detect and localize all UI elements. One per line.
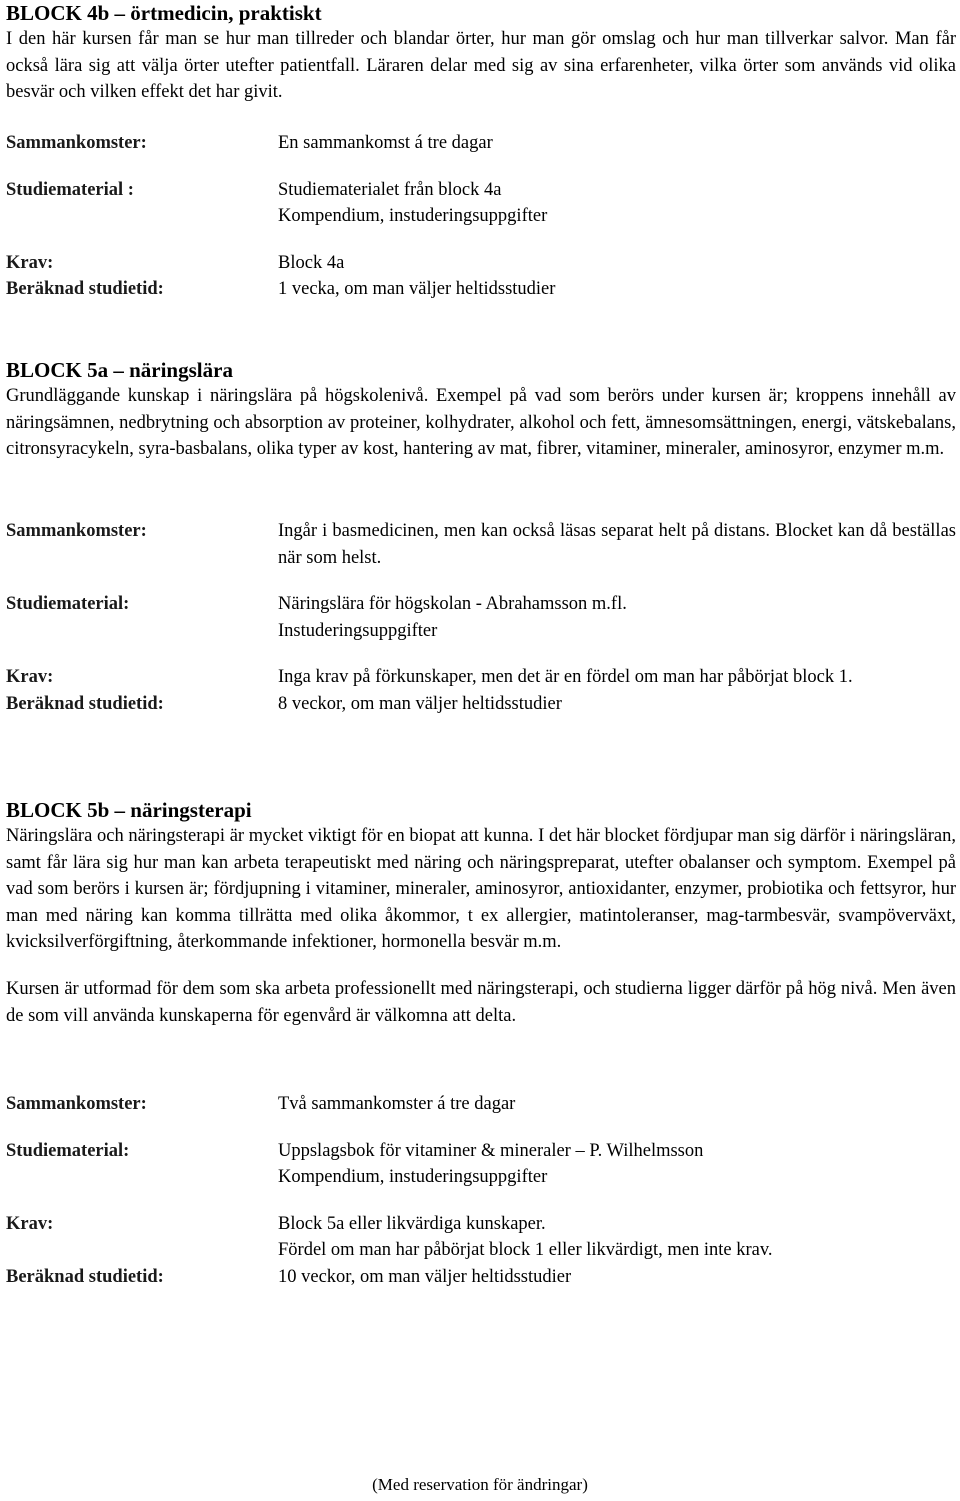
studiematerial-label: Studiematerial: bbox=[6, 594, 130, 615]
studietid-label: Beräknad studietid: bbox=[6, 1266, 164, 1287]
block-5a-heading: BLOCK 5a – näringslära bbox=[6, 358, 233, 382]
sammankomster-value: En sammankomst á tre dagar bbox=[278, 133, 493, 153]
block-4b-info bbox=[6, 130, 956, 303]
block-5b-row-krav bbox=[6, 1211, 956, 1264]
block-5a-description bbox=[6, 383, 956, 463]
block-4b-description-text: I den här kursen får man se hur man tillreder och blandar örter, hur man gör omslag och hur man tillverkar salvor. Man får också lära sig att välja örter utefter patientfall. Läraren delar med sig av sina erfarenheter, vilka örter som används vid olika besvär och vilken effekt det har givit. bbox=[6, 29, 956, 103]
block-5a-description-text: Grundläggande kunskap i näringslära på högskolenivå. Exempel på vad som berörs under kursen är; kroppens innehåll av näringsämnen, nedbrytning och absorption av proteiner, kolhydrater, alkohol och fett, ämnesomsättningen, energi, vätskebalans, citronsyracykeln, syra-basbalans, olika typer av kost, hantering av mat, fibrer, vitaminer, mineraler, aminosyror, enzymer m.m. bbox=[6, 386, 956, 460]
block-4b-row-krav bbox=[6, 250, 956, 277]
block-5a-row-studietid bbox=[6, 691, 956, 718]
block-5a-section bbox=[6, 357, 956, 463]
studiematerial-value-2: Kompendium, instuderingsuppgifter bbox=[278, 206, 548, 227]
sammankomster-label: Sammankomster: bbox=[6, 1094, 147, 1114]
studiematerial-label: Studiematerial: bbox=[6, 1140, 130, 1161]
studiematerial-value-1: Studiematerialet från block 4a bbox=[278, 179, 502, 200]
block-5b-info bbox=[6, 1091, 956, 1291]
block-4b-heading: BLOCK 4b – örtmedicin, praktiskt bbox=[6, 1, 322, 25]
block-5b-description-text-1: Näringslära och näringsterapi är mycket viktigt för en biopat att kunna. I det här blocket fördjupar man sig därför i näringsläran, samt får lära sig hur man kan arbeta terapeutiskt med näring och näringspreparat, utefter obalanser och symptom. Exempel på vad som berörs i kursen är; fördjupning i vitaminer, mineraler, aminosyror, antioxidanter, enzymer, probiotika och fettsyror, hur man med näring kan komma tillrätta med olika åkommor, t ex allergier, matintoleranser, mag-tarmbesvär, svampöverväxt, kvicksilverförgiftning, återkommande infektioner, hormonella besvär m.m. bbox=[6, 826, 956, 953]
studiematerial-value-2: Kompendium, instuderingsuppgifter bbox=[278, 1167, 548, 1188]
block-4b-row-sammankomster bbox=[6, 130, 956, 157]
block-5a-info bbox=[6, 518, 956, 718]
studietid-value: 1 vecka, om man väljer heltidsstudier bbox=[278, 279, 556, 300]
sammankomster-value: Två sammankomster á tre dagar bbox=[278, 1094, 516, 1114]
krav-value: Inga krav på förkunskaper, men det är en fördel om man har påbörjat block 1. bbox=[278, 667, 853, 688]
block-5b-description bbox=[6, 823, 956, 1029]
krav-value-1: Block 5a eller likvärdiga kunskaper. bbox=[278, 1213, 546, 1234]
studiematerial-value-1: Näringslära för högskolan - Abrahamsson m.fl. bbox=[278, 594, 627, 615]
block-5b-section bbox=[6, 797, 956, 1029]
studietid-label: Beräknad studietid: bbox=[6, 279, 164, 300]
block-5a-row-studiematerial bbox=[6, 591, 956, 644]
studietid-value: 8 veckor, om man väljer heltidsstudier bbox=[278, 693, 562, 714]
block-4b-description bbox=[6, 26, 956, 106]
footer-note: (Med reservation för ändringar) bbox=[372, 1475, 588, 1494]
block-5b-row-sammankomster bbox=[6, 1091, 956, 1118]
krav-label: Krav: bbox=[6, 1213, 54, 1234]
studiematerial-label: Studiematerial : bbox=[6, 179, 134, 200]
block-4b-section bbox=[6, 0, 956, 106]
sammankomster-value: Ingår i basmedicinen, men kan också läsas separat helt på distans. Blocket kan då beställas när som helst. bbox=[278, 521, 956, 568]
block-5b-description-text-2: Kursen är utformad för dem som ska arbeta professionellt med näringsterapi, och studierna ligger därför på hög nivå. Men även de som vill använda kunskaperna för egenvård är välkomna att delta. bbox=[6, 978, 956, 1026]
block-4b-row-studiematerial bbox=[6, 177, 956, 230]
studietid-label: Beräknad studietid: bbox=[6, 693, 164, 714]
studiematerial-value-2: Instuderingsuppgifter bbox=[278, 620, 438, 641]
sammankomster-label: Sammankomster: bbox=[6, 133, 147, 153]
block-5b-heading: BLOCK 5b – näringsterapi bbox=[6, 798, 252, 822]
krav-value: Block 4a bbox=[278, 252, 345, 273]
sammankomster-label: Sammankomster: bbox=[6, 521, 147, 541]
studiematerial-value-1: Uppslagsbok för vitaminer & mineraler – P. Wilhelmsson bbox=[278, 1140, 704, 1161]
block-4b-row-studietid bbox=[6, 276, 956, 303]
block-5a-row-sammankomster bbox=[6, 518, 956, 571]
krav-label: Krav: bbox=[6, 252, 54, 273]
krav-value-2: Fördel om man har påbörjat block 1 eller likvärdigt, men inte krav. bbox=[278, 1240, 773, 1261]
studietid-value: 10 veckor, om man väljer heltidsstudier bbox=[278, 1266, 572, 1287]
block-5b-row-studiematerial bbox=[6, 1138, 956, 1191]
block-5b-row-studietid bbox=[6, 1264, 956, 1291]
krav-label: Krav: bbox=[6, 667, 54, 688]
block-5a-row-krav bbox=[6, 664, 956, 691]
